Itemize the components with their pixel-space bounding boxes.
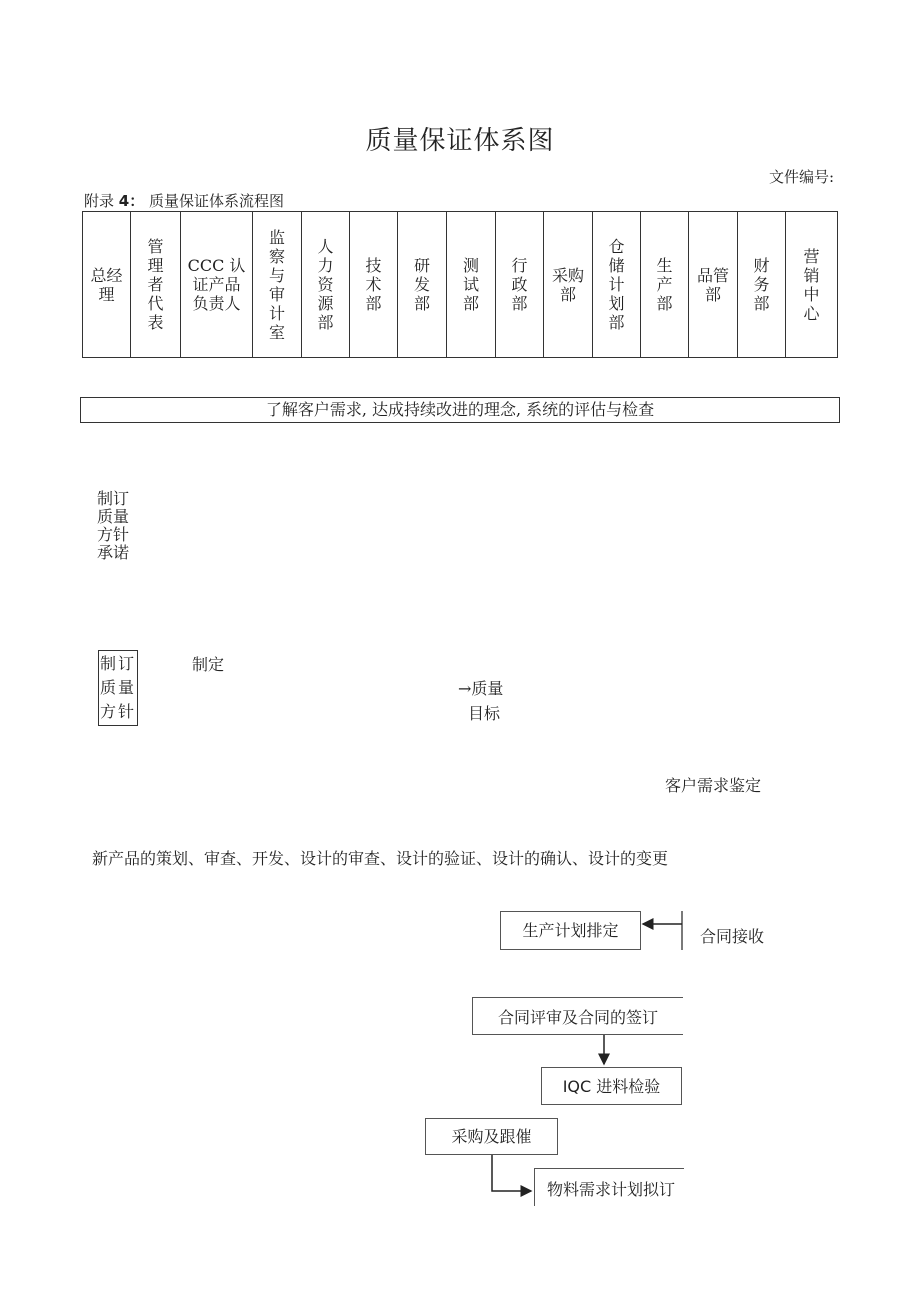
dept-cell: 仓 储 计 划 部 [593,212,641,358]
quality-goal-line2: 目标 [468,704,501,723]
dept-cell: CCC 认 证产品 负责人 [181,212,253,358]
contract-review-box: 合同评审及合同的签订 [472,997,683,1035]
appendix-prefix: 附录 [84,192,115,210]
dept-cell: 营 销 中 心 [786,212,838,358]
dept-cell: 研 发 部 [398,212,447,358]
production-plan-box: 生产计划排定 [500,911,641,950]
quality-goal-line1: →质量 [458,679,504,698]
dept-cell: 行 政 部 [496,212,544,358]
dept-cell: 财 务 部 [738,212,786,358]
document-number-label: 文件编号: [768,168,834,186]
commit-policy-label: 制订 质量 方针 承诺 [97,489,130,562]
dept-cell: 技 术 部 [350,212,398,358]
contract-receive-label: 合同接收 [700,927,765,946]
principle-banner: 了解客户需求, 达成持续改进的理念, 系统的评估与检查 [80,397,840,423]
customer-requirement-label: 客户需求鉴定 [665,776,762,795]
dept-cell: 采购 部 [544,212,593,358]
dept-cell: 总经 理 [83,212,131,358]
dept-cell: 人 力 资 源 部 [302,212,350,358]
contract-to-plan-arrow [643,911,682,950]
page-title: 质量保证体系图 [365,126,555,156]
purchase-box: 采购及跟催 [425,1118,558,1155]
dept-cell: 生 产 部 [641,212,689,358]
dept-cell: 测 试 部 [447,212,496,358]
dept-cell: 管 理 者 代 表 [131,212,181,358]
dept-cell: 监 察 与 审 计 室 [253,212,302,358]
iqc-box: IQC 进料检验 [541,1067,682,1105]
purchase-to-material-arrow [492,1155,531,1191]
new-product-text: 新产品的策划、审查、开发、设计的审查、设计的验证、设计的确认、设计的变更 [92,849,669,868]
material-plan-box: 物料需求计划拟订 [534,1168,684,1206]
appendix-number: 4： [118,192,145,210]
appendix-name: 质量保证体系流程图 [149,192,285,210]
policy-box: 制订 质量 方针 [98,650,138,726]
define-label: 制定 [192,655,225,674]
dept-cell: 品管 部 [689,212,738,358]
